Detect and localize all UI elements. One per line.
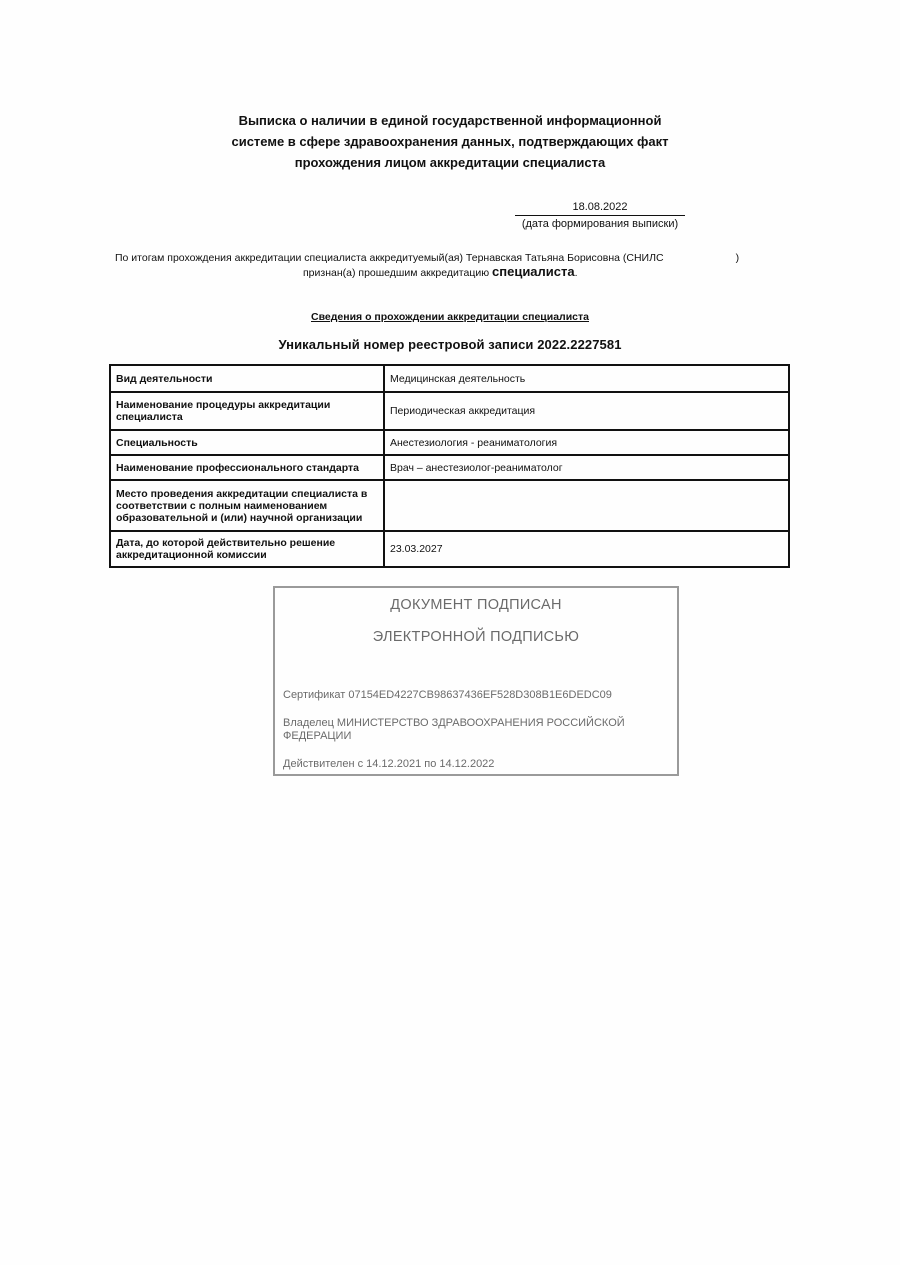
result-line2-prefix: признан(а) прошедшим аккредитацию <box>303 267 490 279</box>
accreditation-info-table <box>109 364 790 568</box>
row-label: Наименование процедуры аккредитации специалиста <box>110 392 384 430</box>
row-value: Врач – анестезиолог-реаниматолог <box>384 455 789 480</box>
stamp-title-line-1: ДОКУМЕНТ ПОДПИСАН <box>390 597 562 613</box>
title-line-3: прохождения лицом аккредитации специалиста <box>294 155 606 170</box>
row-label: Специальность <box>110 430 384 455</box>
table-row <box>110 531 789 567</box>
registry-number: Уникальный номер реестровой записи 2022.2227581 <box>278 337 622 352</box>
stamp-validity: Действителен с 14.12.2021 по 14.12.2022 <box>283 758 495 770</box>
table-row <box>110 455 789 480</box>
table-row <box>110 480 789 531</box>
row-value: 23.03.2027 <box>384 531 789 567</box>
result-statement-line-1 <box>115 252 795 265</box>
document-title <box>150 110 750 173</box>
electronic-signature-stamp <box>273 586 679 776</box>
result-text-start: По итогам прохождения аккредитации специалиста аккредитуемый(ая) Тернавская Татьяна Борисовна (СНИЛС <box>115 252 664 264</box>
table-row <box>110 430 789 455</box>
issue-date-value: 18.08.2022 <box>515 200 685 216</box>
row-value: Периодическая аккредитация <box>384 392 789 430</box>
stamp-owner: Владелец МИНИСТЕРСТВО ЗДРАВООХРАНЕНИЯ РОССИЙСКОЙ ФЕДЕРАЦИИ <box>283 717 625 742</box>
result-line2-emphasis: специалиста <box>492 264 575 279</box>
issue-date-block <box>515 200 685 231</box>
title-line-1: Выписка о наличии в единой государственной информационной <box>238 113 662 128</box>
stamp-title-line-2: ЭЛЕКТРОННОЙ ПОДПИСЬЮ <box>372 629 580 645</box>
row-label: Место проведения аккредитации специалиста в соответствии с полным наименованием образовательной и (или) научной организации <box>110 480 384 531</box>
row-label: Дата, до которой действительно решение аккредитационной комиссии <box>110 531 384 567</box>
result-line2-end: . <box>574 267 578 279</box>
row-value: Анестезиология - реаниматология <box>384 430 789 455</box>
issue-date-caption: (дата формирования выписки) <box>521 218 679 230</box>
row-value <box>384 480 789 531</box>
row-value: Медицинская деятельность <box>384 365 789 392</box>
table-row <box>110 365 789 392</box>
row-label: Наименование профессионального стандарта <box>110 455 384 480</box>
section-heading: Сведения о прохождении аккредитации специалиста <box>311 311 589 323</box>
row-label: Вид деятельности <box>110 365 384 392</box>
table-row <box>110 392 789 430</box>
result-statement-line-2 <box>303 265 578 280</box>
result-text-close: ) <box>735 252 740 264</box>
stamp-certificate: Сертификат 07154ED4227CB98637436EF528D308B1E6DEDC09 <box>283 689 612 701</box>
title-line-2: системе в сфере здравоохранения данных, подтверждающих факт <box>231 134 669 149</box>
